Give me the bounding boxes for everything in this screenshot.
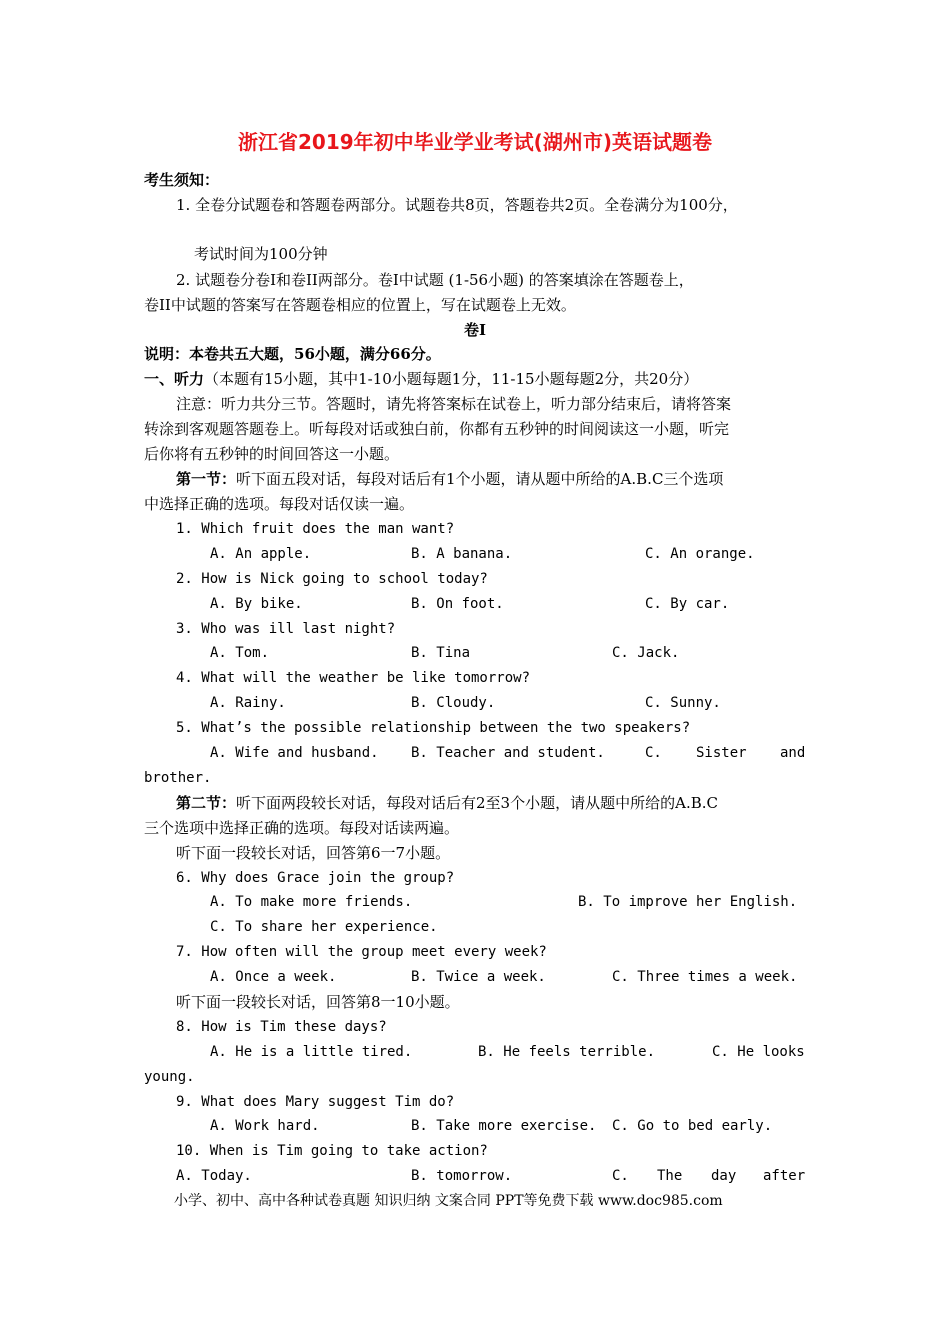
footer-text: 小学、初中、高中各种试卷真题 知识归纳 文案合同 PPT等免费下载 www.doc985.com [174, 1193, 723, 1209]
option-c-word: and [780, 745, 806, 761]
option-a: A. To make more friends. [210, 894, 413, 910]
part1-label: 第一节： [176, 470, 237, 488]
listening-note-line: 转涂到客观题答题卷上。听每段对话或独白前，你都有五秒钟的时间阅读这一小题，听完 [144, 420, 730, 438]
page-title: 浙江省2019年初中毕业学业考试(湖州市)英语试题卷 [238, 130, 712, 154]
option-b: B. To improve her English. [578, 894, 798, 910]
option-c-letter: C. [645, 745, 662, 761]
option-b: B. Take more exercise. [411, 1118, 597, 1134]
option-c: C. He looks [712, 1044, 805, 1060]
notice-item: 考试时间为100分钟 [194, 245, 328, 263]
notice-item: 2. 试题卷分卷I和卷II两部分。卷I中试题 (1-56小题) 的答案填涂在答题卷上， [176, 271, 694, 289]
option-b: B. He feels terrible. [478, 1044, 656, 1060]
option-c-continued: brother. [144, 770, 212, 786]
option-c-continued: young. [144, 1069, 195, 1085]
part1-text: 听下面五段对话，每段对话后有1个小题，请从题中所给的A.B.C三个选项 [236, 470, 724, 488]
option-c: C. Sunny. [645, 695, 721, 711]
option-a: A. Today. [176, 1168, 252, 1184]
option-c-word: day [711, 1168, 737, 1184]
option-c-word: The [657, 1168, 683, 1184]
option-a: A. Tom. [210, 645, 270, 661]
option-a: A. Wife and husband. [210, 745, 379, 761]
option-c: C. Three times a week. [612, 969, 798, 985]
question-text: 9. What does Mary suggest Tim do? [176, 1094, 455, 1110]
volume-description: 说明：本卷共五大题，56小题，满分66分。 [144, 345, 441, 363]
dialogue-intro: 听下面一段较长对话，回答第6一7小题。 [176, 844, 451, 862]
part2-instruction-cont: 三个选项中选择正确的选项。每段对话读两遍。 [144, 819, 460, 837]
option-b: B. Twice a week. [411, 969, 546, 985]
section-heading-listening [144, 369, 698, 389]
part2-text: 听下面两段较长对话，每段对话后有2至3个小题，请从题中所给的A.B.C [236, 794, 718, 812]
question-text: 8. How is Tim these days? [176, 1019, 387, 1035]
notice-heading: 考生须知： [144, 171, 220, 189]
question-text: 3. Who was ill last night? [176, 621, 396, 637]
question-text: 10. When is Tim going to take action? [176, 1143, 488, 1159]
question-text: 4. What will the weather be like tomorrow? [176, 670, 531, 686]
option-a: A. Once a week. [210, 969, 337, 985]
part1-instruction [176, 469, 723, 489]
question-text: 2. How is Nick going to school today? [176, 571, 488, 587]
question-text: 6. Why does Grace join the group? [176, 870, 455, 886]
part1-instruction-cont: 中选择正确的选项。每段对话仅读一遍。 [144, 495, 415, 513]
option-b: B. On foot. [411, 596, 504, 612]
notice-item: 卷II中试题的答案写在答题卷相应的位置上，写在试题卷上无效。 [144, 296, 576, 314]
part2-instruction [176, 793, 718, 813]
dialogue-intro: 听下面一段较长对话，回答第8一10小题。 [176, 993, 460, 1011]
option-a: A. Rainy. [210, 695, 286, 711]
section-heading-label: 一、听力 [144, 370, 205, 388]
option-a: A. He is a little tired. [210, 1044, 413, 1060]
option-c: C. Jack. [612, 645, 680, 661]
option-a: A. By bike. [210, 596, 303, 612]
option-b: B. Teacher and student. [411, 745, 605, 761]
option-c: C. To share her experience. [210, 919, 438, 935]
question-text: 7. How often will the group meet every week? [176, 944, 547, 960]
option-a: A. An apple. [210, 546, 312, 562]
listening-note-line: 注意：听力共分三节。答题时，请先将答案标在试卷上，听力部分结束后，请将答案 [176, 395, 732, 413]
option-c-letter: C. [612, 1168, 629, 1184]
option-b: B. Cloudy. [411, 695, 496, 711]
option-c-word: Sister [696, 745, 747, 761]
option-c: C. By car. [645, 596, 730, 612]
part2-label: 第二节： [176, 794, 237, 812]
option-a: A. Work hard. [210, 1118, 320, 1134]
option-b: B. A banana. [411, 546, 513, 562]
notice-item: 1. 全卷分试题卷和答题卷两部分。试题卷共8页，答题卷共2页。全卷满分为100分， [176, 196, 738, 214]
option-b: B. Tina [411, 645, 471, 661]
section-heading-note: （本题有15小题，其中1-10小题每题1分，11-15小题每题2分，共20分） [204, 370, 699, 388]
option-c: C. Go to bed early. [612, 1118, 773, 1134]
question-text: 1. Which fruit does the man want? [176, 521, 455, 537]
listening-note-line: 后你将有五秒钟的时间回答这一小题。 [144, 445, 400, 463]
question-text: 5. What’s the possible relationship between the two speakers? [176, 720, 691, 736]
option-c: C. An orange. [645, 546, 755, 562]
option-c-word: after [763, 1168, 806, 1184]
option-b: B. tomorrow. [411, 1168, 513, 1184]
volume-title: 卷I [463, 321, 487, 339]
